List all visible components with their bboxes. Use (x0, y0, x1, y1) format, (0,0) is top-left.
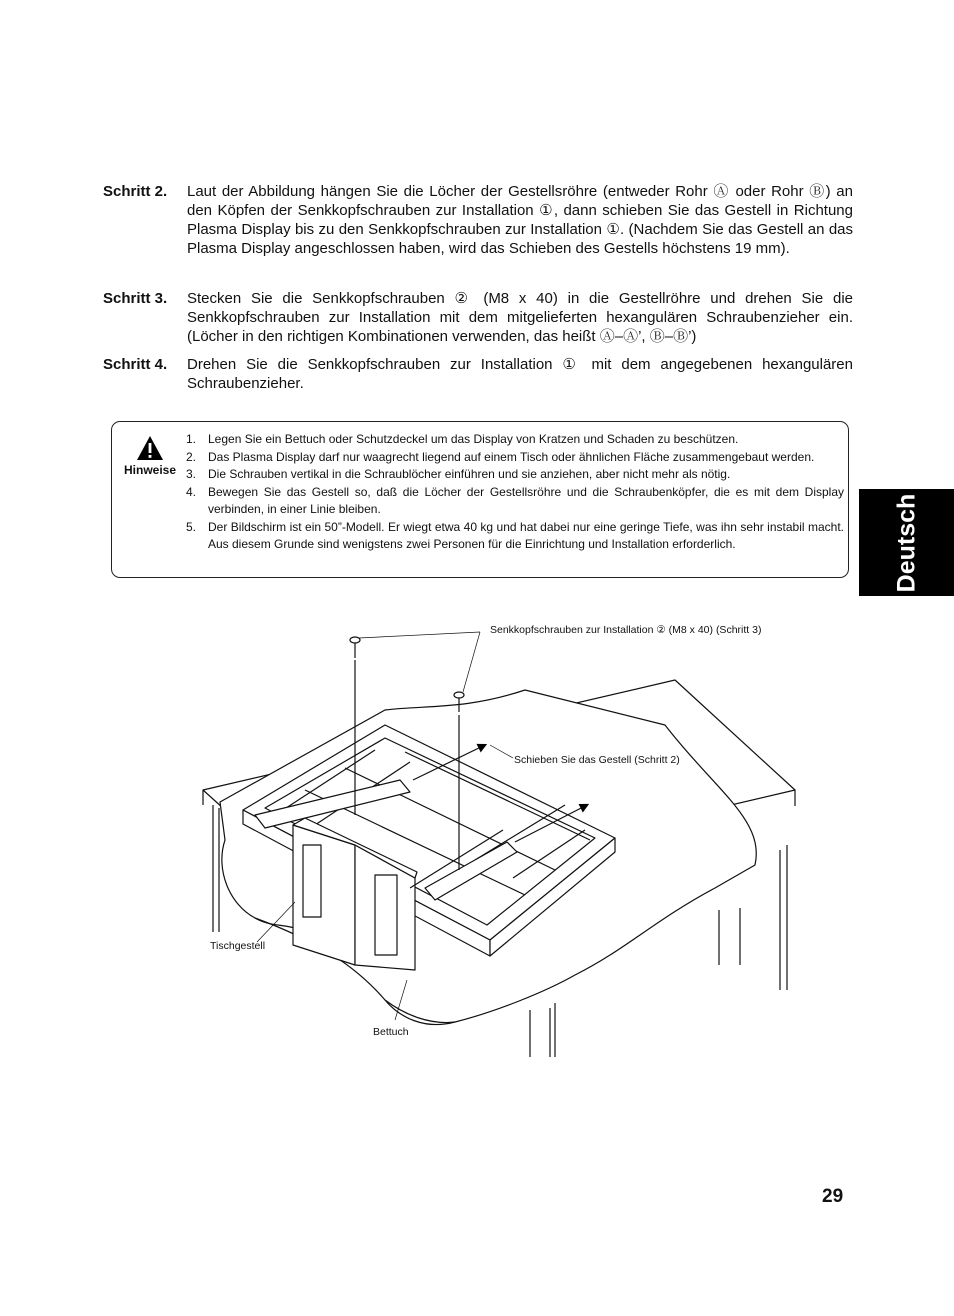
step-4-label: Schritt 4. (103, 356, 168, 373)
note-text: Bewegen Sie das Gestell so, daß die Löcher der Gestellsröhre und die Schraubenköpfer, die es mit dem Display verbinden, in einer Linie bleiben. (208, 484, 844, 516)
step-4-text: Drehen Sie die Senkkopfschrauben zur Installation ① mit dem angegebenen hexangulären Schraubenzieher. (187, 356, 853, 392)
step-3 (103, 289, 853, 346)
notes-list (186, 431, 844, 554)
note-number: 4. (186, 484, 197, 499)
note-item (186, 449, 844, 467)
step-3-label: Schritt 3. (103, 290, 168, 307)
installation-figure (195, 620, 815, 1065)
note-text: Der Bildschirm ist ein 50”-Modell. Er wiegt etwa 40 kg und hat dabei nur eine geringe Tiefe, was ihn sehr instabil macht. Aus diesem Grunde sind wenigstens zwei Personen für die Einrichtung und Installation erforderlich. (208, 519, 844, 551)
step-2-label: Schritt 2. (103, 183, 168, 200)
note-item (186, 466, 844, 484)
warning-icon (136, 435, 164, 461)
step-4 (103, 355, 853, 393)
note-item (186, 431, 844, 449)
warning-block (120, 435, 180, 477)
cloth-caption: Bettuch (373, 1026, 409, 1038)
note-text: Legen Sie ein Bettuch oder Schutzdeckel um das Display von Kratzen und Schaden zu beschützen. (208, 432, 739, 446)
language-tab (859, 489, 954, 596)
note-item (186, 484, 844, 519)
notes-box (111, 421, 849, 578)
step-2 (103, 182, 853, 258)
notes-label: Hinweise (123, 463, 177, 477)
page-number: 29 (822, 1186, 844, 1207)
note-number: 3. (186, 467, 197, 481)
stand-caption: Tischgestell (210, 940, 266, 952)
note-number: 2. (186, 449, 197, 464)
step-2-text: Laut der Abbildung hängen Sie die Löcher der Gestellsröhre (entweder Rohr Ⓐ oder Rohr Ⓑ) an den Köpfen der Senkkopfschrauben zur Installation ①, dann schieben Sie das Gestell in Richtung Plasma Display bis zu den Senkkopfschrauben zur Installation ①. (Nachdem Sie das Gestell an das Plasma Display angeschlossen haben, wird das Schieben des Gestells höchstens 19 mm). (187, 183, 853, 257)
slide-caption: Schieben Sie das Gestell (Schritt 2) (514, 754, 680, 766)
screws-caption: Senkkopfschrauben zur Installation ② (M8 x 40) (Schritt 3) (490, 624, 762, 636)
language-tab-label: Deutsch (892, 493, 920, 592)
note-item (186, 519, 844, 554)
step-3-text: Stecken Sie die Senkkopfschrauben ② (M8 x 40) in die Gestellröhre und drehen Sie die Senkkopfschrauben zur Installation mit dem mitgelieferten hexangulären Schraubenzieher ein. (Löcher in den richtigen Kombinationen verwenden, das heißt Ⓐ–Ⓐ’, Ⓑ–Ⓑ’) (187, 290, 853, 345)
note-number: 5. (186, 519, 197, 534)
note-text: Die Schrauben vertikal in die Schraublöcher einführen und sie anziehen, aber nicht mehr als nötig. (208, 467, 731, 481)
note-number: 1. (186, 432, 197, 446)
installation-illustration (195, 620, 815, 1065)
note-text: Das Plasma Display darf nur waagrecht liegend auf einem Tisch oder ähnlichen Fläche zusammengebaut werden. (208, 449, 815, 464)
